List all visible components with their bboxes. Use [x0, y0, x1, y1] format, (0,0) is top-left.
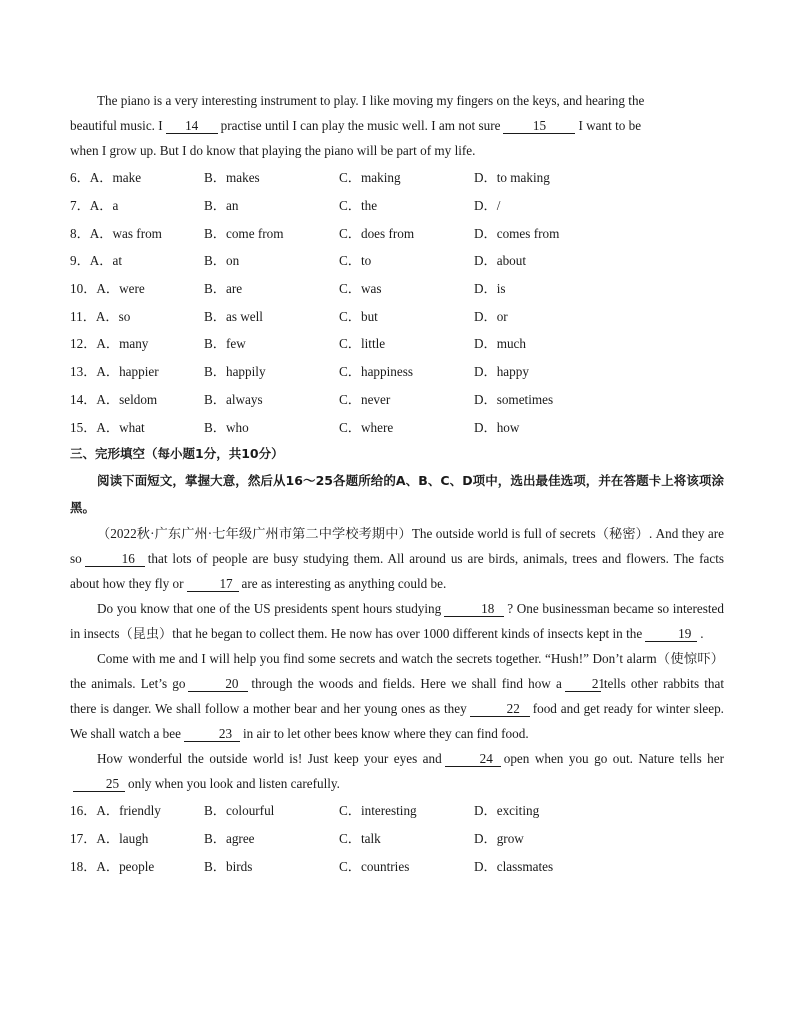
blank-15: 15 [503, 118, 575, 134]
passage-text: ? One businessman became so interested in insects（昆虫）that he began to collect them. He now has over 1000 different kinds of insects kept in the [70, 600, 724, 641]
passage-text: tells other rabbits that there is danger. We shall follow a mother bear and her young ones as they [70, 675, 724, 716]
option-a: 6．A．make [70, 170, 142, 186]
option-b: B．are [204, 281, 243, 297]
worksheet-page [70, 88, 724, 879]
passage-line: The piano is a very interesting instrument to play. I like moving my fingers on the keys, and hearing the [97, 93, 645, 108]
passage-text: How wonderful the outside world is! Just keep your eyes and [97, 750, 442, 766]
option-b: B．colourful [204, 803, 275, 819]
question-row [70, 385, 724, 413]
option-a: 16．A．friendly [70, 803, 161, 819]
passage-text: beautiful music. I [70, 118, 163, 133]
option-d: D．or [474, 308, 508, 324]
question-row [70, 824, 724, 852]
option-a: 10．A．were [70, 281, 145, 297]
question-row [70, 246, 724, 274]
option-b: B．on [204, 253, 240, 269]
source-note: （2022秋·广东广州·七年级广州市第二中学校考期中） [97, 525, 412, 541]
blank-18: 18 [444, 601, 504, 617]
question-row [70, 412, 724, 440]
passage-outside-world [70, 521, 724, 796]
passage-text: are as interesting as anything could be. [241, 575, 447, 591]
option-d: D．exciting [474, 803, 540, 819]
option-d: D．/ [474, 198, 501, 214]
option-a: 18．A．people [70, 858, 155, 874]
blank-20: 20 [188, 676, 248, 692]
option-b: B．an [204, 198, 239, 214]
passage-piano [70, 88, 724, 163]
option-c: C．making [339, 170, 401, 186]
option-c: C．never [339, 391, 391, 407]
question-row [70, 301, 724, 329]
option-d: D．comes from [474, 225, 560, 241]
option-a: 7．A．a [70, 198, 119, 214]
question-row [70, 357, 724, 385]
section-instruction: 阅读下面短文，掌握大意，然后从16～25各题所给的A、B、C、D项中，选出最佳选项，并在答题卡上将该项涂黑。 [70, 472, 724, 515]
passage-paragraph [70, 646, 724, 746]
option-c: C．to [339, 253, 372, 269]
question-list-6-15 [70, 163, 724, 440]
option-b: B．come from [204, 225, 284, 241]
question-row [70, 329, 724, 357]
passage-text: Come with me and I will help you find some secrets and watch the secrets together. “Hush!” Don’t alarm（使惊吓）the animals. Let’s go [70, 650, 724, 691]
section-title: 三、完形填空（每小题1分，共10分） [70, 445, 284, 461]
blank-21: 21 [565, 676, 601, 692]
blank-25: 25 [73, 776, 125, 792]
option-c: C．interesting [339, 803, 417, 819]
blank-22: 22 [470, 701, 530, 717]
option-a: 15．A．what [70, 419, 145, 435]
option-b: B．few [204, 336, 246, 352]
option-b: B．who [204, 419, 249, 435]
option-c: C．happiness [339, 364, 413, 380]
question-row [70, 851, 724, 879]
option-d: D．about [474, 253, 527, 269]
option-b: B．always [204, 391, 263, 407]
option-c: C．does from [339, 225, 415, 241]
question-row [70, 796, 724, 824]
option-a: 17．A．laugh [70, 830, 149, 846]
passage-line: when I grow up. But I do know that playing the piano will be part of my life. [70, 143, 476, 158]
passage-text: food and get ready for winter sleep. We shall watch a bee [70, 700, 724, 741]
option-d: D．grow [474, 830, 524, 846]
option-b: B．makes [204, 170, 260, 186]
option-d: D．to making [474, 170, 550, 186]
option-c: C．where [339, 419, 394, 435]
option-c: C．countries [339, 858, 410, 874]
blank-19: 19 [645, 626, 697, 642]
option-a: 14．A．seldom [70, 391, 158, 407]
option-d: D．is [474, 281, 506, 297]
option-c: C．talk [339, 830, 381, 846]
question-row [70, 191, 724, 219]
option-d: D．classmates [474, 858, 554, 874]
passage-text: through the woods and fields. Here we shall find how a [251, 675, 562, 691]
question-row [70, 274, 724, 302]
passage-paragraph [70, 521, 724, 596]
option-a: 11．A．so [70, 308, 131, 324]
passage-text: open when you go out. Nature tells her [503, 750, 725, 766]
option-c: C．but [339, 308, 378, 324]
option-b: B．as well [204, 308, 263, 324]
option-d: D．sometimes [474, 391, 554, 407]
option-d: D．happy [474, 364, 529, 380]
passage-text: Do you know that one of the US presidents spent hours studying [97, 600, 442, 616]
passage-paragraph [70, 746, 724, 796]
passage-text: practise until I can play the music well. I am not sure [220, 118, 501, 133]
blank-14: 14 [166, 118, 218, 134]
passage-text: I want to be [578, 118, 642, 133]
passage-text: The outside world is full of secrets（秘密）. And they are so [70, 525, 724, 566]
option-b: B．happily [204, 364, 266, 380]
passage-text: in air to let other bees know where they can find food. [242, 725, 529, 741]
passage-text: . [700, 625, 704, 641]
option-a: 13．A．happier [70, 364, 159, 380]
blank-24: 24 [445, 751, 501, 767]
blank-16: 16 [85, 551, 145, 567]
option-d: D．much [474, 336, 527, 352]
question-list-16-18 [70, 796, 724, 879]
option-b: B．agree [204, 830, 255, 846]
option-b: B．birds [204, 858, 253, 874]
passage-text: only when you look and listen carefully. [128, 775, 340, 791]
option-a: 8．A．was from [70, 225, 162, 241]
question-row [70, 218, 724, 246]
option-c: C．was [339, 281, 382, 297]
passage-paragraph [70, 596, 724, 646]
passage-text: that lots of people are busy studying them. All around us are birds, animals, trees and flowers. The facts about how they fly or [70, 550, 724, 591]
question-row [70, 163, 724, 191]
passage-line [70, 113, 724, 138]
option-a: 12．A．many [70, 336, 149, 352]
blank-23: 23 [184, 726, 240, 742]
option-d: D．how [474, 419, 520, 435]
option-c: C．the [339, 198, 378, 214]
blank-17: 17 [187, 576, 239, 592]
option-a: 9．A．at [70, 253, 123, 269]
option-c: C．little [339, 336, 386, 352]
